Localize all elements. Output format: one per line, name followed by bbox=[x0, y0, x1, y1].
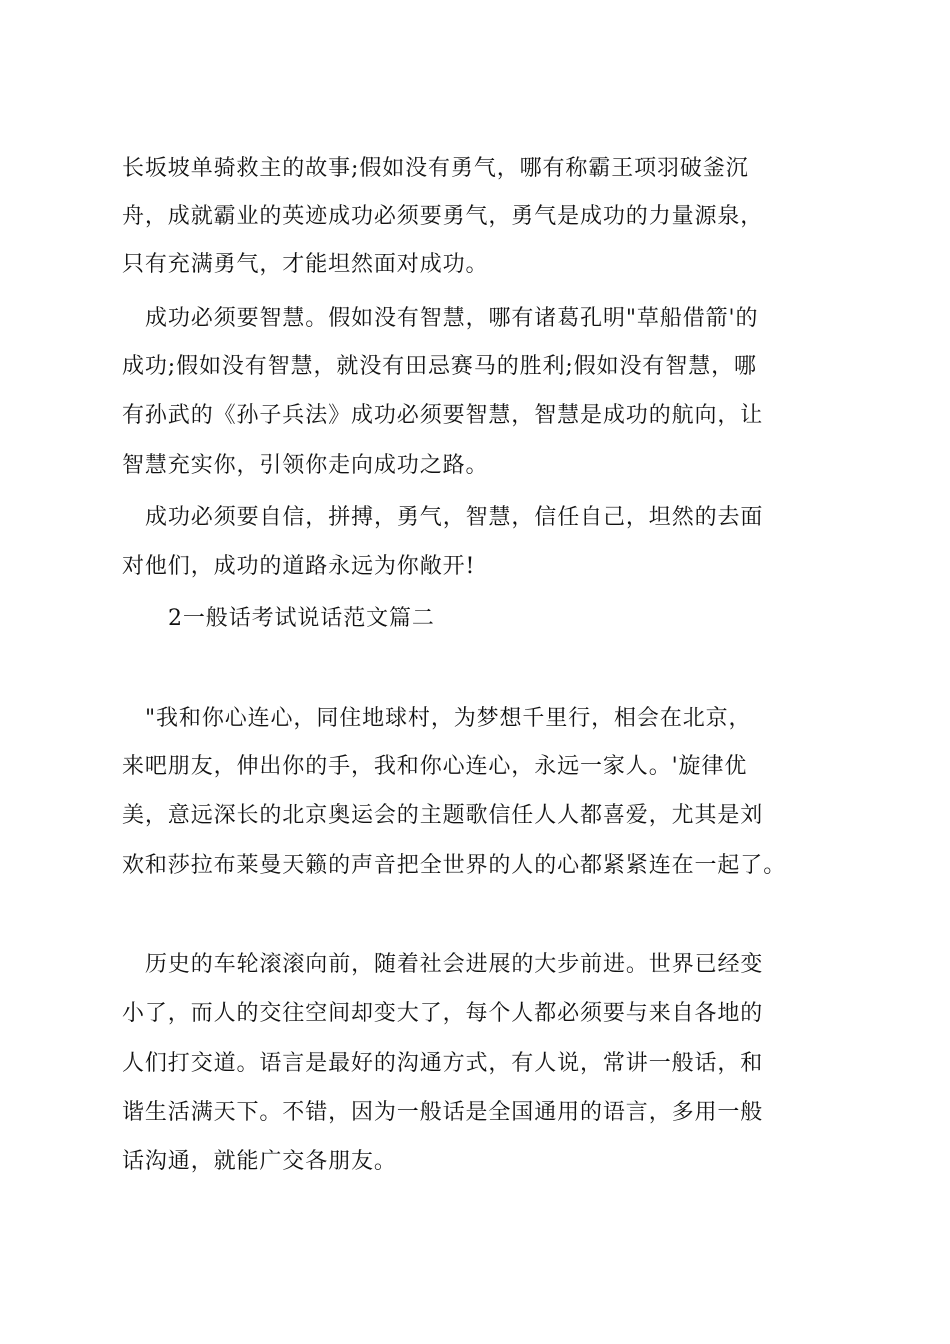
paragraph-4-line-2: 来吧朋友，伸出你的手，我和你心连心，永远一家人。'旋律优 bbox=[122, 754, 748, 779]
paragraph-4-line-1: "我和你心连心，同住地球村，为梦想千里行，相会在北京， bbox=[145, 706, 752, 731]
paragraph-3-line-1: 成功必须要自信，拼搏，勇气，智慧，信任自己，坦然的去面 bbox=[145, 505, 764, 530]
paragraph-4-line-4: 欢和莎拉布莱曼天籁的声音把全世界的人的心都紧紧连在一起了。 bbox=[122, 853, 787, 878]
paragraph-2-line-4: 智慧充实你，引领你走向成功之路。 bbox=[122, 453, 489, 478]
paragraph-3-line-2: 对他们，成功的道路永远为你敞开! bbox=[122, 554, 476, 579]
section-heading: 2一般话考试说话范文篇二 bbox=[168, 606, 435, 631]
paragraph-2-line-3: 有孙武的《孙子兵法》成功必须要智慧，智慧是成功的航向，让 bbox=[122, 403, 764, 428]
paragraph-5-line-1: 历史的车轮滚滚向前，随着社会进展的大步前进。世界已经变 bbox=[145, 952, 764, 977]
paragraph-1-line-3: 只有充满勇气，才能坦然面对成功。 bbox=[122, 252, 489, 277]
paragraph-1-line-2: 舟，成就霸业的英迹成功必须要勇气，勇气是成功的力量源泉， bbox=[122, 204, 764, 229]
paragraph-5-line-3: 人们打交道。语言是最好的沟通方式，有人说，常讲一般话，和 bbox=[122, 1051, 764, 1076]
paragraph-2-line-1: 成功必须要智慧。假如没有智慧，哪有诸葛孔明"草船借箭'的 bbox=[145, 306, 759, 331]
paragraph-1-line-1: 长坂坡单骑救主的故事;假如没有勇气，哪有称霸王项羽破釜沉 bbox=[122, 156, 749, 181]
paragraph-2-line-2: 成功;假如没有智慧，就没有田忌赛马的胜利;假如没有智慧，哪 bbox=[122, 354, 757, 379]
paragraph-4-line-3: 美，意远深长的北京奥运会的主题歌信任人人都喜爱，尤其是刘 bbox=[122, 803, 764, 828]
paragraph-5-line-5: 话沟通，就能广交各朋友。 bbox=[122, 1149, 397, 1174]
paragraph-5-line-2: 小了，而人的交往空间却变大了，每个人都必须要与来自各地的 bbox=[122, 1001, 764, 1026]
paragraph-5-line-4: 谐生活满天下。不错，因为一般话是全国通用的语言，多用一般 bbox=[122, 1100, 764, 1125]
